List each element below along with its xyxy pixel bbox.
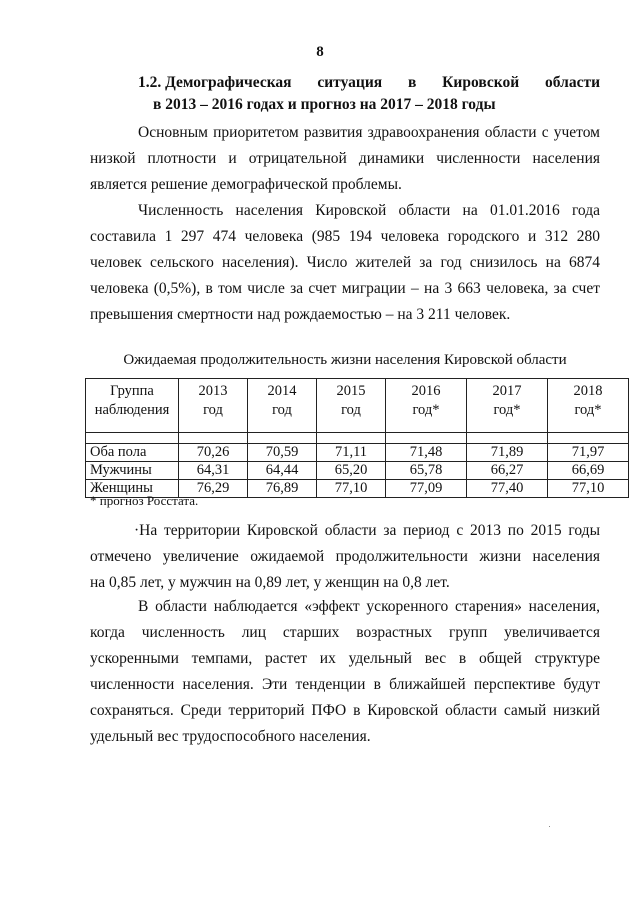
table-cell: 76,89: [248, 480, 317, 498]
paragraph-aging: [90, 594, 600, 750]
table-cell: 65,20: [317, 462, 386, 480]
year-header: [386, 379, 467, 433]
table-cell: 76,29: [179, 480, 248, 498]
text-line: когда численность лиц старших возрастных групп увеличивается: [90, 624, 600, 641]
heading-word: 1.2. Демографическая: [138, 74, 292, 91]
text-line: человек сельского населения). Число жителей за год снизилось на 6874: [90, 254, 600, 271]
text-line: Основным приоритетом развития здравоохранения области с учетом: [138, 124, 600, 141]
table-cell: 77,10: [548, 480, 629, 498]
text-line: В области наблюдается «эффект ускоренного старения» населения,: [138, 598, 600, 615]
text-line: составила 1 297 474 человека (985 194 человека городского и 312 280: [90, 228, 600, 245]
text-line: Численность населения Кировской области на 01.01.2016 года: [138, 202, 600, 219]
text-line: низкой плотности и отрицательной динамики численности населения: [90, 150, 600, 167]
year-label: 2016: [411, 383, 441, 399]
page-number: 8: [316, 44, 324, 60]
table-row: [86, 444, 629, 462]
year-unit: год: [272, 402, 292, 418]
group-header-line: Группа: [110, 383, 154, 399]
section-heading-line2: в 2013 – 2016 годах и прогноз на 2017 – 2018 годы: [153, 96, 496, 113]
paragraph-life-expectancy: [90, 518, 600, 596]
table-cell: 71,97: [548, 444, 629, 462]
year-header: [248, 379, 317, 433]
table-header-row: [86, 379, 629, 433]
text-line: ·На территории Кировской области за период с 2013 по 2015 годы: [134, 522, 600, 539]
year-label: 2014: [267, 383, 297, 399]
table-cell: 71,89: [467, 444, 548, 462]
table-row: [86, 462, 629, 480]
table-cell: 77,09: [386, 480, 467, 498]
year-label: 2013: [198, 383, 228, 399]
table-cell: 66,69: [548, 462, 629, 480]
year-header: [317, 379, 386, 433]
text-line: сохраняться. Среди территорий ПФО в Кировской области самый низкий: [90, 702, 600, 719]
table-cell: 71,48: [386, 444, 467, 462]
text-line: ускоренными темпами, растет их удельный вес в общей структуре: [90, 650, 600, 667]
scan-speck: [549, 826, 550, 827]
table-cell: 65,78: [386, 462, 467, 480]
paragraph-population: [90, 198, 600, 328]
table-cell: 66,27: [467, 462, 548, 480]
text-line: на 0,85 лет, у мужчин на 0,89 лет, у женщин на 0,8 лет.: [90, 574, 450, 591]
year-header: [467, 379, 548, 433]
table-cell: 77,10: [317, 480, 386, 498]
row-label: Оба пола: [86, 444, 179, 462]
table-cell: 64,31: [179, 462, 248, 480]
year-unit: год*: [574, 402, 602, 418]
heading-word: в: [407, 74, 417, 91]
year-unit: год*: [493, 402, 521, 418]
section-heading-line1: [138, 74, 600, 92]
table-cell: 77,40: [467, 480, 548, 498]
table-spacer-row: [86, 433, 629, 444]
year-label: 2015: [336, 383, 366, 399]
group-header-line: наблюдения: [94, 402, 170, 418]
table-cell: 71,11: [317, 444, 386, 462]
row-label: Мужчины: [86, 462, 179, 480]
year-unit: год*: [412, 402, 440, 418]
group-header: [86, 379, 179, 433]
life-expectancy-table: [85, 378, 629, 498]
year-label: 2017: [492, 383, 522, 399]
year-header: [548, 379, 629, 433]
heading-word: Кировской: [442, 74, 520, 91]
heading-word: области: [545, 74, 600, 91]
year-unit: год: [203, 402, 223, 418]
text-line: является решение демографической проблемы.: [90, 176, 402, 193]
table-cell: 70,26: [179, 444, 248, 462]
table-cell: 70,59: [248, 444, 317, 462]
table-footnote: * прогноз Росстата.: [90, 493, 199, 508]
text-line: человека (0,5%), в том числе за счет миграции – на 3 663 человека, за счет: [90, 280, 600, 297]
table-caption: Ожидаемая продолжительность жизни населения Кировской области: [123, 352, 567, 368]
text-line: превышения смертности над рождаемостью – на 3 211 человек.: [90, 306, 511, 323]
text-line: численности населения. Эти тенденции в ближайшей перспективе будут: [90, 676, 600, 693]
year-label: 2018: [573, 383, 603, 399]
paragraph-priority: [90, 120, 600, 198]
year-header: [179, 379, 248, 433]
table-cell: 64,44: [248, 462, 317, 480]
text-line: отмечено увеличение ожидаемой продолжительности жизни населения: [90, 548, 600, 565]
text-line: удельный вес трудоспособного населения.: [90, 728, 371, 745]
year-unit: год: [341, 402, 361, 418]
heading-word: ситуация: [317, 74, 383, 91]
row-label: Женщины: [86, 480, 179, 498]
